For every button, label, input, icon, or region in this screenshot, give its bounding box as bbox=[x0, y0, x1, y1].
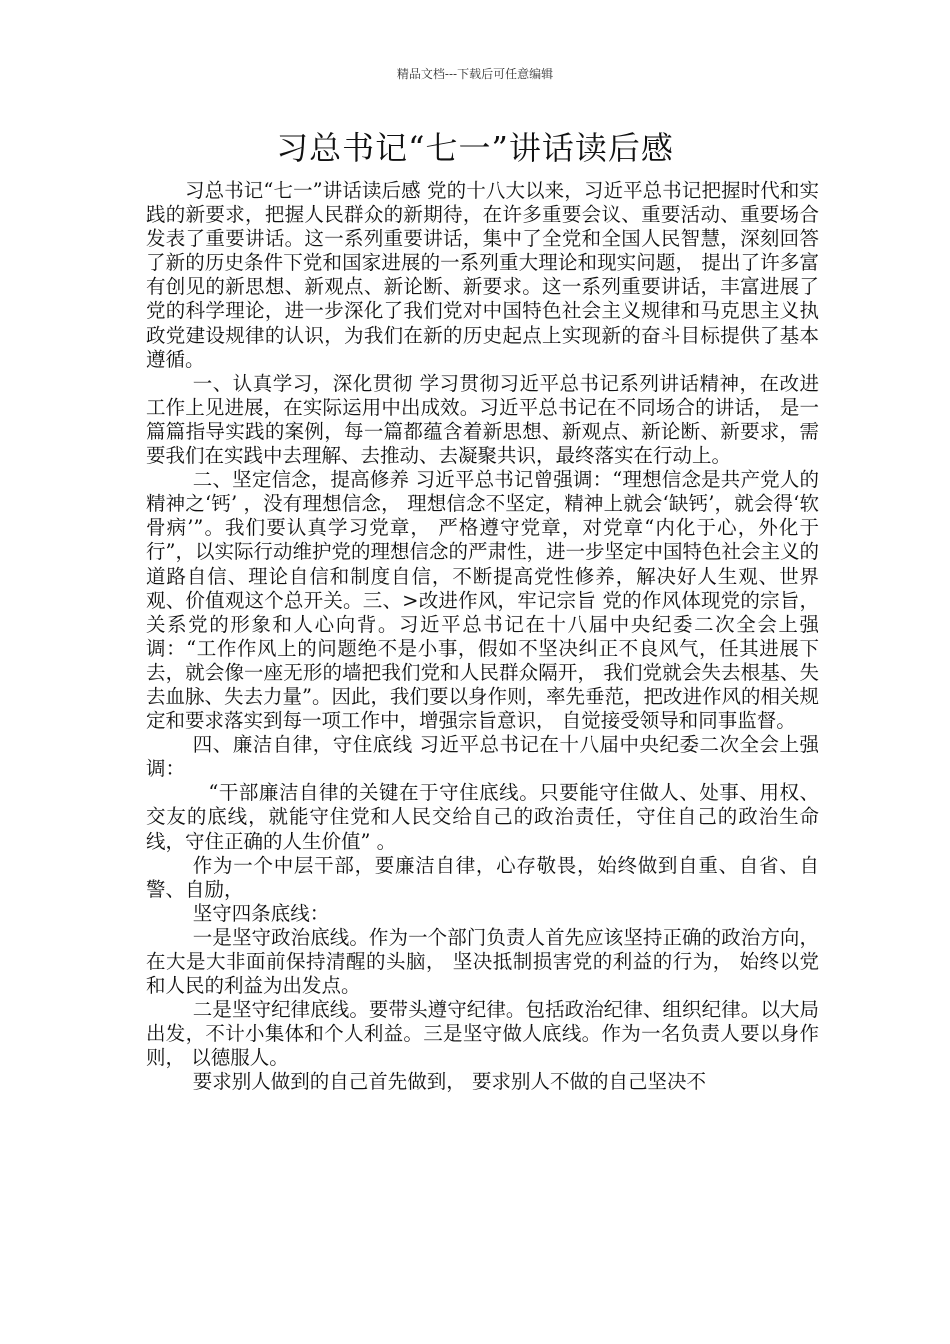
paragraph-four-bottom-lines: 坚守四条底线： bbox=[192, 901, 330, 925]
paragraph-self-discipline: 作为一个中层干部，要廉洁自律，心存敬畏，始终做到自重、自省、自警、自励， bbox=[146, 853, 819, 901]
paragraph-section-2-3: 二、坚定信念，提高修养 习近平总书记曾强调：“理想信念是共产党人的精神之‘钙’ ，没有理想信念， 理想信念不坚定，精神上就会‘缺钙’，就会得‘软骨病’”。我们要认真学习党章， 严格遵守党章，对党章“内化于心，外化于行”，以实际行动维护党的理想信念的严肃性，进一步坚定中国特色社会主义的道路自信、理论自信和制度自信，不断提高党性修养，解决好人生观、世界观、价值观这个总开关。三、>改进作风，牢记宗旨 党的作风体现党的宗旨， 关系党的形象和人心向背。习近平总书记在十八届中央纪委二次全会上强调：“工作作风上的问题绝不是小事，假如不坚决纠正不良风气，任其进展下去，就会像一座无形的墙把我们党和人民群众隔开， 我们党就会失去根基、失去血脉、失去力量”。因此，我们要以身作则，率先垂范，把改进作风的相关规定和要求落实到每一项工作中，增强宗旨意识， 自觉接受领导和同事监督。 bbox=[146, 468, 819, 733]
page-header: 精品文档---下载后可任意编辑 bbox=[396, 67, 554, 81]
paragraph-section-4: 四、廉洁自律，守住底线 习近平总书记在十八届中央纪委二次全会上强调： bbox=[146, 733, 819, 781]
paragraph-discipline-line: 二是坚守纪律底线。要带头遵守纪律。包括政治纪律、组织纪律。以大局出发，不计小集体和个人利益。三是坚守做人底线。作为一名负责人要以身作则， 以德服人。 bbox=[146, 998, 819, 1070]
paragraph-lead-by-example: 要求别人做到的自己首先做到， 要求别人不做的自己坚决不 bbox=[192, 1070, 706, 1094]
paragraph-political-line: 一是坚守政治底线。作为一个部门负责人首先应该坚持正确的政治方向，在大是大非面前保持清醒的头脑， 坚决抵制损害党的利益的行为， 始终以党和人民的利益为出发点。 bbox=[146, 925, 819, 998]
paragraph-intro: 习总书记“七一”讲话读后感 党的十八大以来，习近平总书记把握时代和实践的新要求，把握人民群众的新期待，在许多重要会议、重要活动、重要场合发表了重要讲话。这一系列重要讲话，集中了全党和全国人民智慧，深刻回答了新的历史条件下党和国家进展的一系列重大理论和现实问题， 提出了许多富有创见的新思想、新观点、新论断、新要求。这一系列重要讲话，丰富进展了党的科学理论，进一步深化了我们党对中国特色社会主义规律和马克思主义执政党建设规律的认识，为我们在新的历史起点上实现新的奋斗目标提供了基本遵循。 bbox=[146, 179, 819, 371]
paragraph-quote: “干部廉洁自律的关键在于守住底线。只要能守住做人、处事、用权、交友的底线，就能守住党和人民交给自己的政治责任，守住自己的政治生命线，守住正确的人生价值” 。 bbox=[146, 781, 819, 853]
document-body bbox=[146, 179, 819, 1095]
paragraph-section-1: 一、认真学习，深化贯彻 学习贯彻习近平总书记系列讲话精神，在改进工作上见进展，在实际运用中出成效。习近平总书记在不同场合的讲话， 是一篇篇指导实践的案例，每一篇都蕴含着新思想、新观点、新论断、新要求，需要我们在实践中去理解、去推动、去凝聚共识，最终落实在行动上。 bbox=[146, 371, 819, 468]
document-title: 习总书记“七一”讲话读后感 bbox=[276, 129, 674, 167]
